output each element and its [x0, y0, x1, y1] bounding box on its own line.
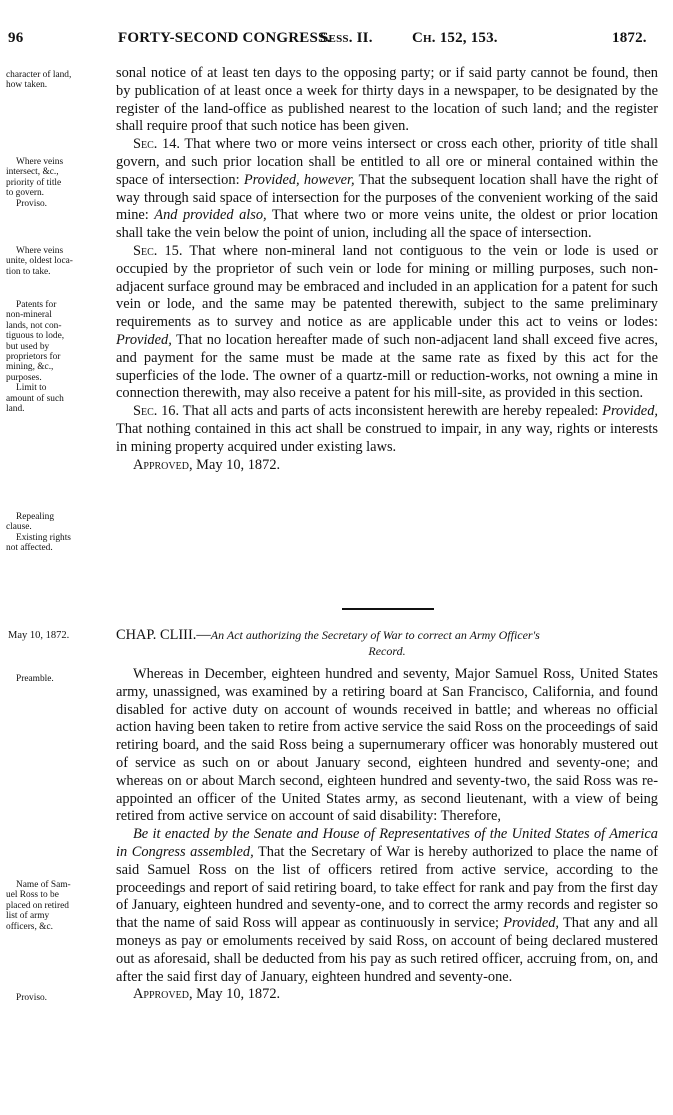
margin-note-veins-unite: Where veins unite, oldest loca- tion to take.	[6, 246, 73, 277]
congress-title: FORTY-SECOND CONGRESS.	[118, 30, 331, 46]
section-label: Sec. 15.	[133, 242, 183, 259]
chapter-date: May 10, 1872.	[8, 630, 70, 641]
section-15: Sec. 15. That where non-mineral land not contiguous to the vein or lode is used or occupied by the proprietor of such vein or lode for mining or milling purposes, such non-adjacent surface ground may be embraced and included in an application for a patent for such vein or lode, and the same may be patented therewith, subject to the same preliminary requirements as to survey and notice as are applicable under this act to veins or lodes: Provided, That no location hereafter made of such non-adjacent land shall exceed five acres, and payment for the same must be made at the same rate as fixed by this act for the superficies of the lode. The owner of a quartz-mill or reduction-works, not owning a mine in connection therewith, may also receive a patent for his mill-site, as provided in this section.	[116, 242, 658, 402]
margin-note-proviso: Proviso.	[16, 993, 47, 1003]
chapter-title: An Act authorizing the Secretary of War to correct an Army Officer's	[210, 628, 540, 642]
section-label: Sec. 16.	[133, 403, 180, 420]
chapter-numbers: Ch. 152, 153.	[412, 30, 498, 46]
approval-line: Approved, May 10, 1872.	[133, 456, 281, 473]
page-number: 96	[8, 30, 24, 46]
chapter-title-end: Record.	[368, 644, 406, 658]
approval-line: Approved, May 10, 1872.	[133, 986, 281, 1003]
margin-note-repealing-clause: Repealing clause. Existing rights not affected.	[6, 512, 71, 554]
margin-note-veins-intersect: Where veins intersect, &c., priority of title to govern. Proviso.	[6, 157, 64, 209]
enacting-clause: Be it enacted by the Senate and House of Representatives of the United States of America in Congress assembled,	[116, 826, 658, 860]
chapter-label: CHAP. CLIII.—	[116, 627, 211, 643]
main-text-sections	[116, 65, 658, 474]
chapter-separator-rule	[342, 608, 434, 610]
enacting-section: Be it enacted by the Senate and House of Representatives of the United States of America in Congress assembled, That the Secretary of War is hereby authorized to place the name of said Samuel Ross on the list of officers retired from active service, according to the proceedings and report of said retiring board, to take effect for rank and pay from the first day of January, eighteen hundred and seventy-one, and to correct the army records and register so that the name of said Ross will appear as continuously in service; Provided, That any and all moneys as pay or emoluments received by said Ross, on account of being declared mustered out as aforesaid, shall be deducted from his pay as such retired officer, accruing from, on, and after the said first day of January, eighteen hundred and seventy-one.	[116, 826, 658, 985]
running-header	[8, 30, 658, 52]
margin-note-preamble: Preamble.	[16, 674, 54, 684]
chapter-153-body	[116, 666, 658, 1004]
section-16: Sec. 16. That all acts and parts of acts inconsistent herewith are hereby repealed: Provided, That nothing contained in this act shall be construed to impair, in any way, rights or interests in mining property acquired under existing laws.	[116, 403, 658, 455]
session-label: Sess. II.	[320, 30, 373, 46]
margin-note-samuel-ross: Name of Sam- uel Ross to be placed on retired list of army officers, &c.	[6, 880, 71, 932]
section-14: Sec. 14. That where two or more veins intersect or cross each other, priority of title shall govern, and such prior location shall be entitled to all ore or mineral contained within the space of intersection: Provided, however, That the subsequent location shall have the right of way through said space of intersection for the purposes of the convenient working of the said mine: And provided also, That where two or more veins unite, the oldest or prior location shall take the vein below the point of union, including all the space of intersection.	[116, 136, 658, 242]
section-13-end: sonal notice of at least ten days to the opposing party; or if said party cannot be found, then by publication of at least once a week for thirty days in a newspaper, to be designated by the register of the land-office as published nearest to the location of such land; and the register shall require proof that such notice has been given.	[116, 65, 658, 135]
margin-note-land-notice: character of land, how taken.	[6, 70, 72, 91]
margin-note-patents-non-mineral: Patents for non-mineral lands, not con- tiguous to lode, but used by proprietors for mining, &c., purposes. Limit to amount of such land.	[6, 300, 65, 415]
header-year: 1872.	[612, 30, 647, 46]
section-label: Sec. 14.	[133, 136, 180, 153]
preamble-text: Whereas in December, eighteen hundred and seventy, Major Samuel Ross, United States army, unassigned, was examined by a retiring board at San Francisco, California, and found disabled for active duty on account of wounds received in battle; and whereas no official action having been taken to retire from active service the said Ross on the proceedings of said retiring board, and the said Ross being a supernumerary officer was honorably mustered out of service as such on or about January second, eighteen hundred and seventy-one; and whereas on or about March second, eighteen hundred and seventy-two, the said Ross was re-appointed an officer of the United States army, as second lieutenant, with a view of being retired from active service on account of said disability: Therefore,	[116, 666, 658, 825]
